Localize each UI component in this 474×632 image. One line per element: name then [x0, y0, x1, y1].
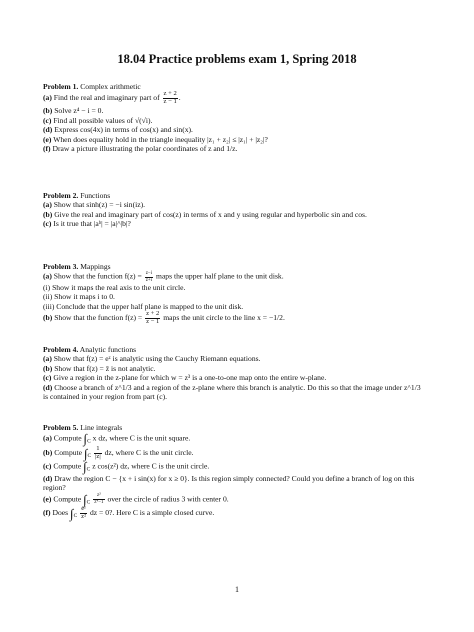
- problem-1: Problem 1. Complex arithmetic (a) Find the real and imaginary part of $\frac{z + 2}{z - 1}$ . (b) Solve z⁴ − i = 0. (c) Find all possible values of √(√i). (d) Express cos(4x) in terms of cos(x) and sin(x). (e) When does equality hold in the triangle inequality |z₁ + z₂| ≤ |z₁| + |z₂|? (f) Draw a picture illustrating the polar coordinates of z and 1/z.: [43, 82, 268, 154]
- part-label: (c): [43, 219, 52, 229]
- integral-sign: ∫: [83, 431, 88, 447]
- part-label: (b): [43, 106, 53, 116]
- part-text: Show that sinh(z) = −i sin(iz).: [53, 200, 146, 210]
- part-text: Give the real and imaginary part of cos(z) in terms of x and y using regular and hyperbolic sin and cos.: [54, 209, 367, 219]
- math-expression: √(√i).: [134, 115, 153, 125]
- part-label: (e): [43, 134, 52, 144]
- part-text: Draw a picture illustrating the polar coordinates of z and 1/z.: [52, 144, 238, 154]
- part-label: (b): [43, 313, 53, 323]
- part-text: Find the real and imaginary part of: [53, 93, 160, 103]
- part-text: Solve z⁴ − i = 0.: [54, 106, 104, 116]
- problem-heading: Problem 3.: [43, 262, 79, 271]
- part-label: (f): [43, 507, 51, 517]
- problem-4: [43, 345, 422, 402]
- part-text: Draw the region C − {x + i sin(x) for x ≥ 0}. Is this region simply connected? Could you define a branch of log on this region?: [43, 473, 415, 493]
- part-label: (d): [43, 125, 53, 135]
- part-label: (a): [43, 354, 52, 364]
- problem-topic: Line integrals: [80, 423, 123, 432]
- integral-sign: ∫: [83, 491, 87, 507]
- problem-heading: Problem 4.: [43, 345, 79, 354]
- page-title: 18.04 Practice problems exam 1, Spring 2018: [117, 52, 357, 66]
- part-label: (a): [43, 93, 52, 103]
- fraction: $\frac{z + 2}{z - 1}$: [163, 90, 177, 106]
- problem-topic: Mappings: [80, 262, 111, 271]
- fraction: $\frac{1}{|z|}$: [95, 444, 101, 460]
- part-label: (b): [43, 363, 53, 373]
- subpart-text: (iii) Conclude that the upper half plane is mapped to the unit disk.: [43, 301, 244, 311]
- fraction: $\frac{\text{eᶻ}}{\text{z²}}$: [81, 504, 87, 520]
- problem-topic: Functions: [80, 191, 111, 200]
- problem-topic: Analytic functions: [79, 345, 137, 354]
- subpart-text: (i) Show it maps the real axis to the unit circle.: [43, 282, 186, 292]
- problem-heading: Problem 5.: [43, 423, 79, 432]
- problem-2: [43, 191, 422, 229]
- part-label: (b): [43, 209, 53, 219]
- integral-sign: ∫: [83, 445, 88, 461]
- problem-3: Problem 3. Mappings (a) Show that the function f(z) = $\frac{z-i}{z+i}$ maps the upper half plane to the unit disk. (i) Show it maps the real axis to the unit circle. (ii) Show it maps i to 0. (iii) Conclude that the upper half plane is mapped to the unit disk. (b) Show that the function f(z) = $\frac{z + 2}{z - 1}$ maps the unit circle to the line x = −1/2.: [43, 262, 285, 326]
- problem-heading: Problem 2.: [43, 191, 79, 200]
- part-label: (c): [43, 373, 52, 383]
- fraction: $\frac{z-i}{z+i}$: [145, 271, 153, 283]
- part-text: Express cos(4x) in terms of cos(x) and sin(x).: [54, 125, 193, 135]
- part-label: (a): [43, 200, 52, 210]
- part-label: (a): [43, 271, 52, 281]
- part-text: Choose a branch of z^1/3 and a region of the z-plane where this branch is analytic. Do this so that the image under z^1/3 is contained in your region from part (c).: [43, 382, 421, 402]
- part-label: (a): [43, 433, 52, 443]
- part-text: When does equality hold in the triangle inequality |z₁ + z₂| ≤ |z₁| + |z₂|?: [53, 134, 268, 144]
- part-label: (e): [43, 493, 52, 503]
- part-label: (c): [43, 115, 52, 125]
- part-text: Find all possible values of: [53, 115, 134, 125]
- part-label: (c): [43, 461, 52, 471]
- problem-topic: Complex arithmetic: [80, 82, 141, 91]
- part-text: Give a region in the z-plane for which w = z³ is a one-to-one map onto the entire w-plane.: [53, 373, 327, 383]
- problem-heading: Problem 1.: [43, 82, 79, 91]
- part-label: (d): [43, 382, 53, 392]
- problem-5: Problem 5. Line integrals (a) Compute $\int_C$ x dz, where C is the unit square. (b) Compute $\int_C$ $\frac{1}{|z|}$ dz, where C is the unit circle. (c) Compute $\int_C$ z cos(z²) dz, where C is the unit circle. (d) Draw the region C − {x + i sin(x) for x ≥ 0}. Is this region simply connected? Could you define a branch of log on this region? (e) Compute $\int_C$ $\frac{\text{z²}}{\text{z⁴−1}}$ over the circle of radius 3 with center 0. (f) Does $\int_C$ $\frac{\text{eᶻ}}{\text{z²}}$ dz = 0?. Here C is a simple closed curve.: [43, 423, 415, 521]
- part-text: Show that f(z) = eᶻ is analytic using the Cauchy Riemann equations.: [53, 354, 261, 364]
- integral-sign: ∫: [70, 505, 74, 521]
- page-number: 1: [235, 585, 239, 594]
- subpart-text: (ii) Show it maps i to 0.: [43, 292, 115, 302]
- part-label: (d): [43, 473, 53, 483]
- integral-sign: ∫: [83, 459, 87, 475]
- fraction: $\frac{\text{z²}}{\text{z⁴−1}}$: [94, 493, 104, 505]
- part-label: (f): [43, 144, 51, 154]
- part-label: (b): [43, 447, 53, 457]
- part-text: Show that f(z) = z̄ is not analytic.: [54, 363, 156, 373]
- fraction: $\frac{z + 2}{z - 1}$: [146, 310, 160, 326]
- part-text: Is it true that |aᵇ| = |a|^|b|?: [53, 219, 131, 229]
